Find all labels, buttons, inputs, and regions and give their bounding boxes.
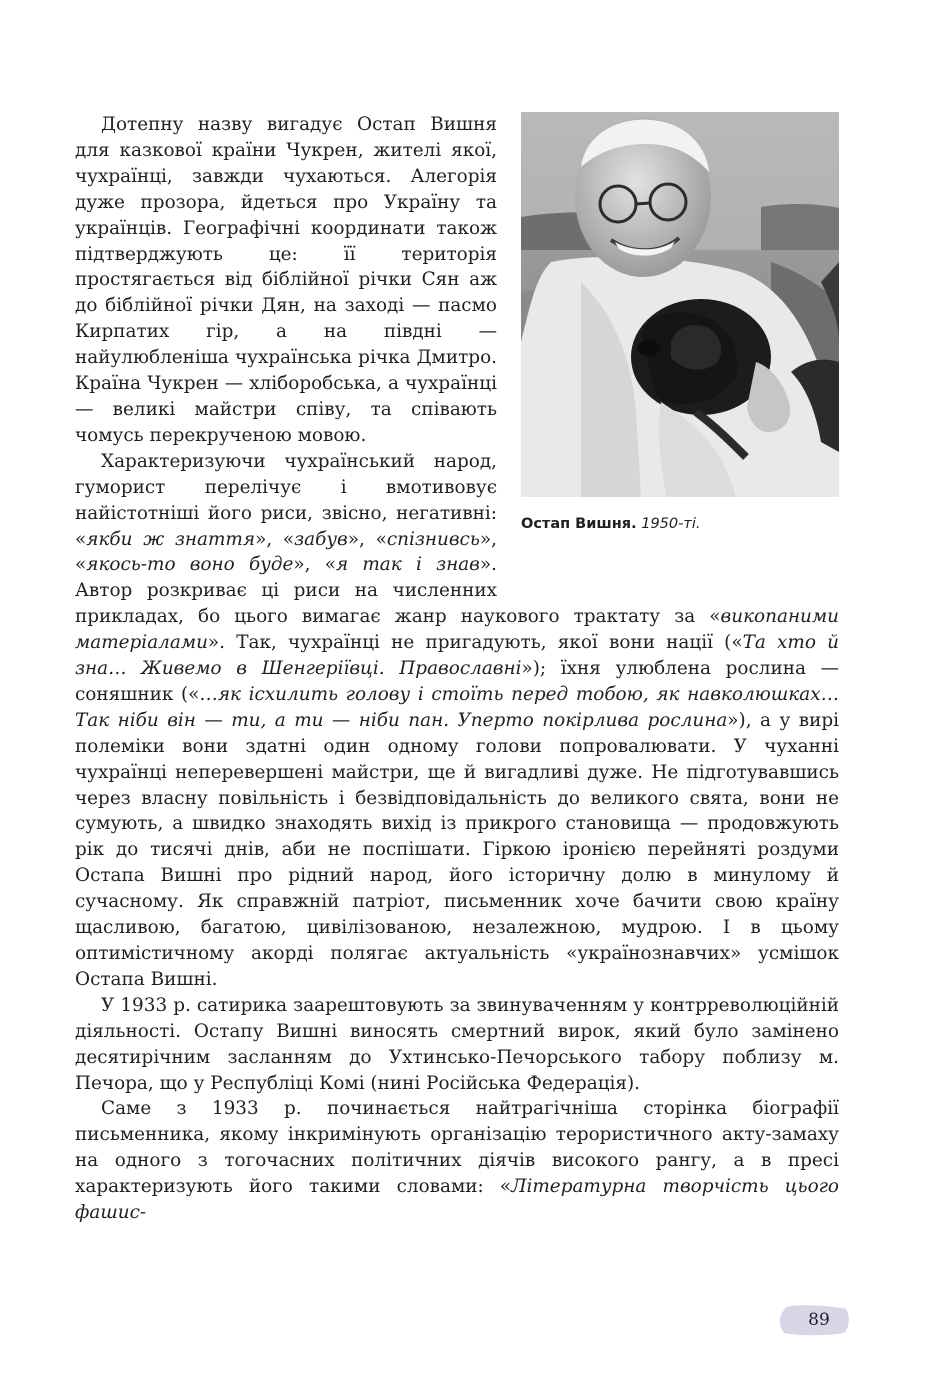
text-run: », « <box>255 528 295 550</box>
main-text <box>75 112 839 1226</box>
text-run: »), а у вирі полеміки вони здатні один одному голови попровалювати. У чуханні чухраїнці неперевершені майстри, ще й вигадливі дуже. Не підготувавшись через власну повільність і безвідповідальність до великого свята, вони не сумують, а швидко знаходять вихід із прикрого становища — продовжують рік до тисячі днів, аби не поспішати. Гіркою іронією перейняті роздуми Остапа Вишні про рідний народ, його історичну долю в минулому й сучасному. Як справжній патріот, письменник хоче бачити свою країну щасливою, багатою, цивілізованою, незалежною, мудрою. І в цьому оптимістичному акорді полягає актуальність «українознавчих» усмішок Остапа Вишні. <box>75 709 839 990</box>
text-run: ». Так, чухраїнці не пригадують, якої вони нації (« <box>207 632 743 654</box>
caption-author-name: Остап Вишня. <box>521 516 637 532</box>
author-photo <box>521 112 839 497</box>
italic-quote: Та хто й зна… Живемо в Шенгеріївці. Православні <box>75 632 839 680</box>
text-run: », « <box>75 528 497 576</box>
text-run: », « <box>293 554 336 576</box>
italic-quote: викопаними матеріалами <box>75 606 839 654</box>
text-run: Дотепну назву вигадує Остап Вишня для казкової країни Чукрен, жителі якої, чухраїнці, завжди чухаються. Алегорія дуже прозора, йдеться про Україну та українців. Географічні координати також підтверджують це: її територія простягається від біблійної річки Сян аж до біблійної річки Дян, на заході — пасмо Кирпатих гір, а на півдні — найулюбленіша чухраїнська річка Дмитро. Країна Чукрен — хліборобська, а чухраїнці — великі майстри співу, та співають чомусь перекрученою мовою. <box>75 114 497 446</box>
text-run: У 1933 р. сатирика заарештовують за звинуваченням у контрреволюційній діяльності. Остапу Вишні виносять смертний вирок, який було замінено десятирічним засланням до Ухтинсько-Печорського табору поблизу м. Печора, що у Республіці Комі (нині Російська Федерація). <box>75 994 839 1094</box>
italic-quote: якось-то воно буде <box>86 554 294 576</box>
text-run: »); їхня улюблена рослина — соняшник (« <box>75 658 839 705</box>
italic-quote: Літературна творчість цього фашис- <box>75 1176 840 1224</box>
text-run: Характеризуючи чухраїнський народ, гуморист перелічує і вмотивовує найістотніші його риси, звісно, негативні: « <box>75 450 497 550</box>
page-number: 89 <box>808 1310 830 1330</box>
text-run: », « <box>347 528 387 550</box>
italic-quote: я так і знав <box>335 554 480 576</box>
italic-quote: забув <box>294 528 348 550</box>
text-run: Саме з 1933 р. починається найтрагічніша сторінка біографії письменника, якому інкримінують організацію терористичного акту-замаху на одного з тогочасних політичних діячів високого рангу, а в пресі характеризують його такими словами: « <box>75 1098 839 1198</box>
italic-quote: спізнивсь <box>386 528 480 550</box>
paragraph <box>75 1096 839 1226</box>
author-figure <box>521 112 839 585</box>
photo-caption <box>521 514 839 534</box>
italic-quote: якби ж знаття <box>86 528 256 550</box>
caption-date: 1950-ті. <box>641 516 701 532</box>
text-run: ». Автор розкриває ці риси на численних прикладах, бо цього вимагає жанр наукового трактату за « <box>75 554 721 628</box>
author-photo-illustration <box>521 112 839 497</box>
italic-quote: …як ісхилить голову і стоїть перед тобою, як навколюшках… Так ніби він — ти, а ти — ніби пан. Уперто покірлива рослина <box>75 683 839 731</box>
paragraph <box>75 993 839 1097</box>
